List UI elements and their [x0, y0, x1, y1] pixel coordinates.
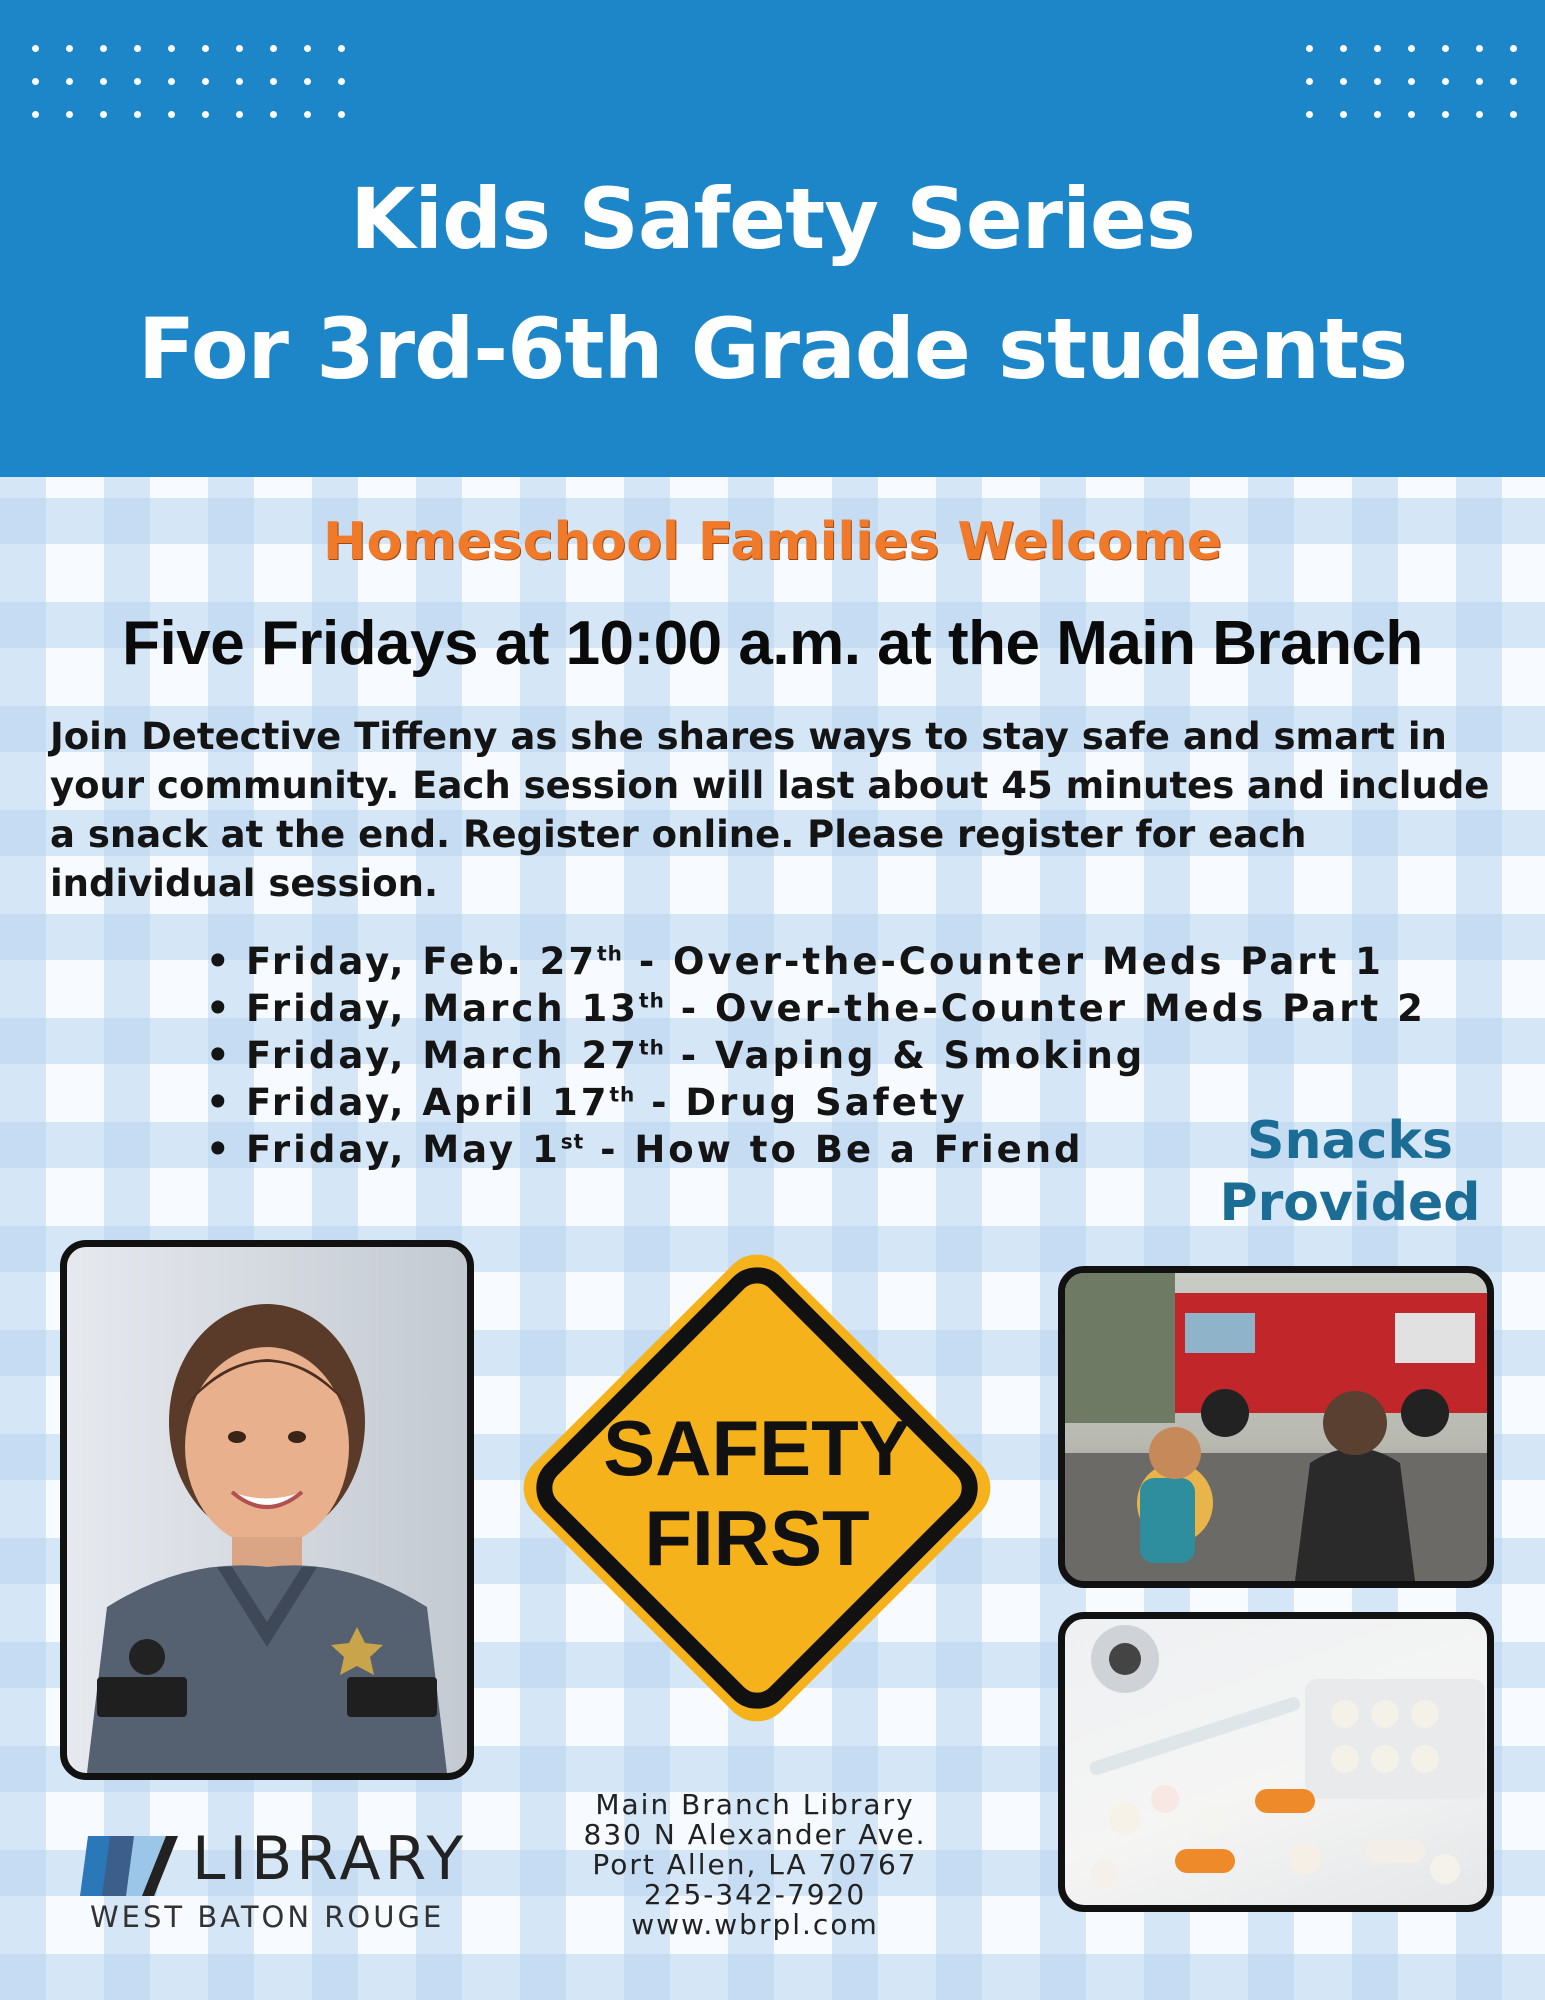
- decorative-dot: [236, 78, 243, 85]
- session-date: Friday, March 27: [246, 1034, 640, 1077]
- session-item: [206, 938, 1426, 985]
- session-topic: - Vaping & Smoking: [664, 1034, 1146, 1077]
- decorative-dot: [236, 111, 243, 118]
- decorative-dot: [134, 45, 141, 52]
- decorative-dot: [202, 45, 209, 52]
- session-date: Friday, April 17: [246, 1081, 610, 1124]
- detective-illustration: [67, 1247, 467, 1773]
- decorative-dot: [1442, 45, 1449, 52]
- decorative-dot: [202, 111, 209, 118]
- decorative-dot: [304, 45, 311, 52]
- decorative-dot: [1476, 45, 1483, 52]
- decorative-dot: [66, 78, 73, 85]
- decorative-dot: [1340, 45, 1347, 52]
- decorative-dot: [1510, 111, 1517, 118]
- decorative-dot: [1306, 111, 1313, 118]
- decorative-dot: [100, 111, 107, 118]
- safety-first-sign: [497, 1228, 1017, 1748]
- decorative-dot: [32, 78, 39, 85]
- decorative-dot: [66, 45, 73, 52]
- decorative-dot: [1476, 111, 1483, 118]
- decorative-dot: [32, 111, 39, 118]
- decorative-dot: [1374, 45, 1381, 52]
- address-street: 830 N Alexander Ave.: [583, 1818, 927, 1851]
- session-topic: - How to Be a Friend: [584, 1128, 1084, 1171]
- decorative-dot: [338, 111, 345, 118]
- decorative-dot: [168, 111, 175, 118]
- sign-text-line1: SAFETY: [603, 1404, 911, 1492]
- address-phone: 225-342-7920: [643, 1878, 867, 1911]
- decorative-dot: [168, 78, 175, 85]
- homeschool-welcome: Homeschool Families Welcome: [322, 512, 1222, 572]
- session-date-suffix: th: [597, 941, 623, 966]
- snacks-line2: Provided: [1219, 1173, 1481, 1233]
- session-date-suffix: th: [639, 988, 665, 1013]
- decorative-dot: [1476, 78, 1483, 85]
- decorative-dot: [1442, 78, 1449, 85]
- decorative-dot: [304, 111, 311, 118]
- description-text: Join Detective Tiffeny as she shares ways to stay safe and smart in your community. Each session will last about 45 minutes and include a snack at the end. Register online. Please register for each individual session.: [50, 715, 1490, 905]
- decorative-dot: [1306, 45, 1313, 52]
- decorative-dot: [1374, 78, 1381, 85]
- decorative-dot: [134, 78, 141, 85]
- pills-illustration: [1065, 1619, 1487, 1905]
- decorative-dot: [338, 45, 345, 52]
- library-address: [560, 1790, 950, 1940]
- session-date-suffix: st: [560, 1129, 585, 1154]
- decorative-dot: [338, 78, 345, 85]
- decorative-dot: [1374, 111, 1381, 118]
- logo-word: LIBRARY: [192, 1824, 468, 1894]
- decorative-dot: [134, 111, 141, 118]
- decorative-dot: [1510, 78, 1517, 85]
- page-title: Kids Safety Series: [350, 170, 1195, 268]
- fire-truck-illustration: [1065, 1273, 1487, 1581]
- snacks-line1: Snacks: [1247, 1111, 1453, 1171]
- decorative-dot: [270, 78, 277, 85]
- decorative-dot: [202, 78, 209, 85]
- decorative-dot: [1306, 78, 1313, 85]
- session-date-suffix: th: [639, 1035, 665, 1060]
- address-branch-name: Main Branch Library: [595, 1788, 915, 1821]
- session-date: Friday, Feb. 27: [246, 940, 598, 983]
- book-icon: [80, 1830, 190, 1902]
- session-topic: - Over-the-Counter Meds Part 1: [622, 940, 1384, 983]
- snacks-provided-note: [1210, 1110, 1490, 1234]
- decorative-dot: [100, 45, 107, 52]
- library-logo: [80, 1826, 500, 1946]
- session-date: Friday, March 13: [246, 987, 640, 1030]
- decorative-dots-left: [32, 45, 345, 118]
- sign-text-line2: FIRST: [644, 1494, 870, 1582]
- decorative-dot: [1510, 45, 1517, 52]
- decorative-dot: [1408, 111, 1415, 118]
- decorative-dot: [100, 78, 107, 85]
- page-subtitle-grades: For 3rd-6th Grade students: [137, 300, 1408, 398]
- decorative-dot: [1442, 111, 1449, 118]
- address-website[interactable]: www.wbrpl.com: [631, 1908, 879, 1941]
- fire-truck-photo: [1058, 1266, 1494, 1588]
- decorative-dot: [236, 45, 243, 52]
- decorative-dot: [270, 45, 277, 52]
- decorative-dot: [270, 111, 277, 118]
- decorative-dot: [1408, 45, 1415, 52]
- session-date-suffix: th: [609, 1082, 636, 1107]
- decorative-dot: [1340, 111, 1347, 118]
- decorative-dot: [304, 78, 311, 85]
- detective-photo: [60, 1240, 474, 1780]
- logo-subtitle: WEST BATON ROUGE: [90, 1900, 445, 1934]
- medicine-photo: [1058, 1612, 1494, 1912]
- decorative-dot: [1408, 78, 1415, 85]
- decorative-dots-right: [1306, 45, 1517, 118]
- session-item: [206, 1032, 1426, 1079]
- decorative-dot: [66, 111, 73, 118]
- schedule-heading: Five Fridays at 10:00 a.m. at the Main Branch: [122, 609, 1423, 678]
- address-city: Port Allen, LA 70767: [592, 1848, 918, 1881]
- session-topic: - Drug Safety: [635, 1081, 968, 1124]
- decorative-dot: [1340, 78, 1347, 85]
- header-banner: [0, 0, 1545, 477]
- session-date: Friday, May 1: [246, 1128, 561, 1171]
- session-topic: - Over-the-Counter Meds Part 2: [664, 987, 1426, 1030]
- session-item: [206, 985, 1426, 1032]
- decorative-dot: [168, 45, 175, 52]
- decorative-dot: [32, 45, 39, 52]
